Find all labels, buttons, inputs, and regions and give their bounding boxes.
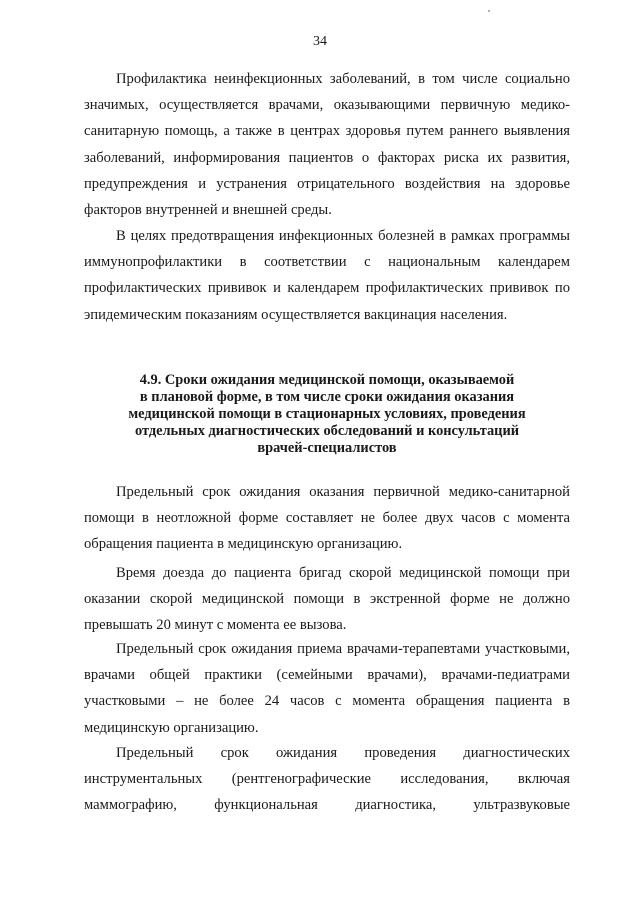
paragraph-line: Предельный срок ожидания проведения диагностических <box>116 745 570 761</box>
paragraph-text: Предельный срок ожидания оказания первичной медико-санитарной помощи в неотложной форме составляет не более двух часов с момента обращения пациента в медицинскую организацию. <box>84 484 570 553</box>
paragraph-diagnostics-wait <box>84 740 570 819</box>
paragraph-ambulance-arrival <box>84 560 570 639</box>
section-heading <box>96 372 558 457</box>
heading-line: в плановой форме, в том числе сроки ожидания оказания <box>139 388 515 405</box>
heading-line: 4.9. Сроки ожидания медицинской помощи, оказываемой <box>139 372 515 388</box>
heading-line: отдельных диагностических обследований и консультаций <box>134 422 520 439</box>
paragraph-primary-care-wait <box>84 479 570 558</box>
scan-artifact <box>488 10 490 12</box>
paragraph-therapist-wait <box>84 636 570 741</box>
heading-line: врачей-специалистов <box>257 439 397 456</box>
paragraph-text: В целях предотвращения инфекционных болезней в рамках программы иммунопрофилактики в соответствии с национальным календарем профилактических прививок и календарем профилактических прививок по эпидемическим показаниям осуществляется вакцинация населения. <box>84 228 570 323</box>
paragraph-line: маммографию, функциональная диагностика, ультразвуковые <box>84 797 570 814</box>
paragraph-vaccination <box>84 223 570 328</box>
paragraph-noncommunicable-prevention <box>84 66 570 223</box>
paragraph-text: Время доезда до пациента бригад скорой медицинской помощи при оказании скорой медицинской помощи в экстренной форме не должно превышать 20 минут с момента ее вызова. <box>84 565 570 634</box>
page-number: 34 <box>313 34 327 49</box>
heading-line: медицинской помощи в стационарных условиях, проведения <box>128 405 526 422</box>
paragraph-text: Предельный срок ожидания приема врачами-терапевтами участковыми, врачами общей практики (семейными врачами), врачами-педиатрами участковыми – не более 24 часов с момента обращения пациента в медицинскую организацию. <box>84 641 570 736</box>
paragraph-text: Профилактика неинфекционных заболеваний, в том числе социально значимых, осуществляется врачами, оказывающими первичную медико-санитарную помощь, а также в центрах здоровья путем раннего выявления заболеваний, информирования пациентов о факторах риска их развития, предупреждения и устранения отрицательного воздействия на здоровье факторов внутренней и внешней среды. <box>84 71 570 219</box>
paragraph-line: инструментальных (рентгенографические исследования, включая <box>84 771 570 788</box>
